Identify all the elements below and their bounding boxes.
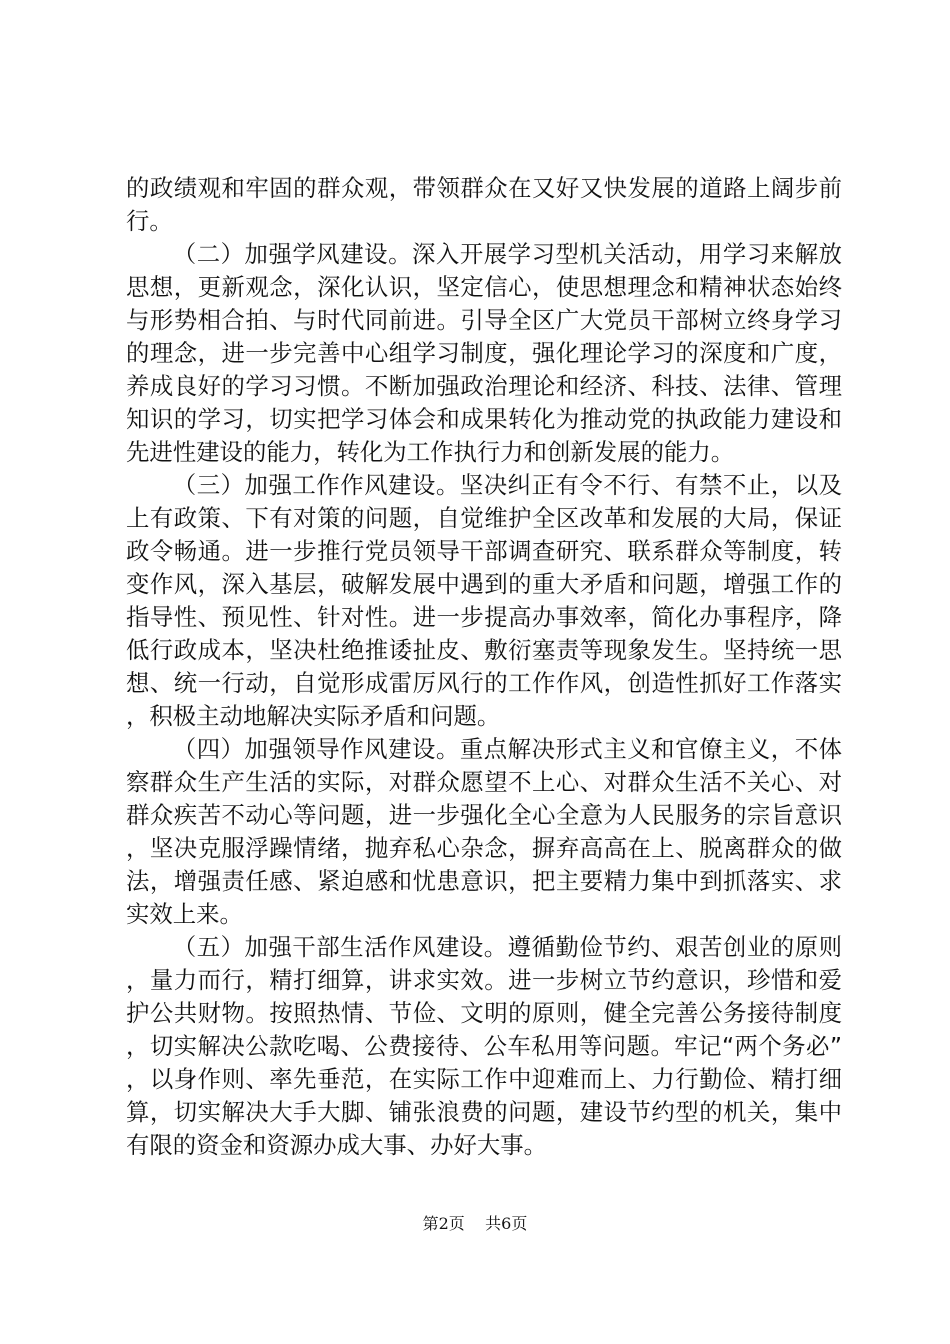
- paragraph-work-style: （三）加强工作作风建设。坚决纠正有令不行、有禁不止，以及上有政策、下有对策的问题，自觉维护全区改革和发展的大局，保证政令畅通。进一步推行党员领导干部调查研究、联系群众等制度，转变作风，深入基层，破解发展中遇到的重大矛盾和问题，增强工作的指导性、预见性、针对性。进一步提高办事效率，简化办事程序，降低行政成本，坚决杜绝推诿扯皮、敷衍塞责等现象发生。坚持统一思想、统一行动，自觉形成雷厉风行的工作作风，创造性抓好工作落实，积极主动地解决实际矛盾和问题。: [126, 471, 842, 730]
- paragraph-continuation: 的政绩观和牢固的群众观，带领群众在又好又快发展的道路上阔步前行。: [126, 174, 842, 235]
- paragraph-study-style: （二）加强学风建设。深入开展学习型机关活动，用学习来解放思想，更新观念，深化认识，坚定信心，使思想理念和精神状态始终与形势相合拍、与时代同前进。引导全区广大党员干部树立终身学习的理念，进一步完善中心组学习制度，强化理论学习的深度和广度，养成良好的学习习惯。不断加强政治理论和经济、科技、法律、管理知识的学习，切实把学习体会和成果转化为推动党的执政能力建设和先进性建设的能力，转化为工作执行力和创新发展的能力。: [126, 240, 842, 466]
- document-body: [126, 172, 842, 1162]
- paragraph-life-style: （五）加强干部生活作风建设。遵循勤俭节约、艰苦创业的原则，量力而行，精打细算，讲求实效。进一步树立节约意识，珍惜和爱护公共财物。按照热情、节俭、文明的原则，健全完善公务接待制度，切实解决公款吃喝、公费接待、公车私用等问题。牢记“两个务必”，以身作则、率先垂范，在实际工作中迎难而上、力行勤俭、精打细算，切实解决大手大脚、铺张浪费的问题，建设节约型的机关，集中有限的资金和资源办成大事、办好大事。: [126, 933, 842, 1159]
- paragraph-leadership-style: （四）加强领导作风建设。重点解决形式主义和官僚主义，不体察群众生产生活的实际，对群众愿望不上心、对群众生活不关心、对群众疾苦不动心等问题，进一步强化全心全意为人民服务的宗旨意识，坚决克服浮躁情绪，抛弃私心杂念，摒弃高高在上、脱离群众的做法，增强责任感、紧迫感和忧患意识，把主要精力集中到抓落实、求实效上来。: [126, 735, 842, 928]
- page-number: 第2页: [422, 1214, 465, 1233]
- page-total: 共6页: [485, 1214, 528, 1233]
- page-footer: [0, 1213, 950, 1235]
